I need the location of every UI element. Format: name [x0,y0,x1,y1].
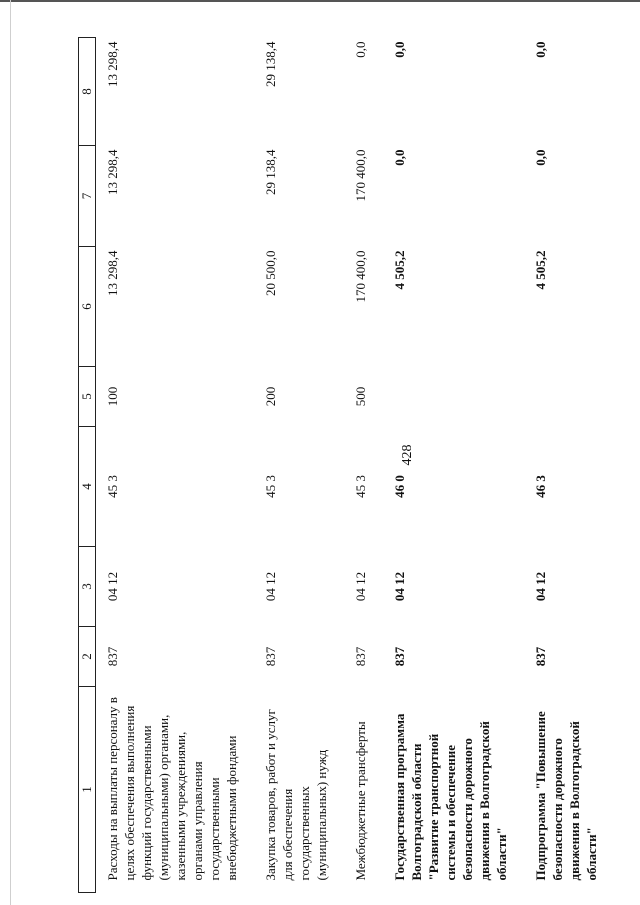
cell-amount-8: 0,0 [392,41,407,58]
column-header: 7 [79,146,96,247]
cell-code-4: 45 3 [353,475,368,498]
cell-amount-7: 0,0 [392,149,407,166]
cell-code-5 [524,367,614,427]
cell-code-2: 837 [263,646,278,667]
cell-amount-7: 29 138,4 [263,149,278,195]
table-row [96,38,255,893]
rotated-page [78,38,638,893]
page-number: 428 [400,444,415,466]
cell-code-5 [383,367,524,427]
table-row [524,38,614,893]
column-header: 1 [79,687,96,893]
cell-code-4: 45 3 [105,475,120,498]
column-header: 8 [79,38,96,146]
cell-amount-7: 0,0 [533,149,548,166]
scan-top-edge [0,0,640,2]
cell-amount-7: 13 298,4 [105,149,120,195]
cell-code-4: 46 3 [533,475,548,498]
cell-code-3: 04 12 [353,571,368,602]
table-header-row [79,38,96,893]
cell-amount-6: 4 505,2 [392,250,407,290]
row-name: Межбюджетные трансферты [353,721,368,881]
row-name: Подпрограмма "Повышение безопасности дорожного движения в Волгоградской области" [533,711,599,881]
column-header: 2 [79,627,96,687]
cell-code-4: 45 3 [263,475,278,498]
cell-amount-7: 170 400,0 [353,149,368,202]
column-header: 5 [79,367,96,427]
column-header: 4 [79,427,96,547]
table-row [383,38,524,893]
row-name: Расходы на выплаты персоналу в целях обеспечения выполнения функций государственными (муниципальными) органами, казенными учреждениями, органами управления государственными внебюджетными фондами [105,697,239,881]
cell-amount-6: 13 298,4 [105,250,120,296]
row-name: Государственная программа Волгоградской области "Развитие транспортной системы и обеспечение безопасности дорожного движения в Волгоградской области" [392,713,509,881]
cell-code-4: 46 0 [392,475,407,498]
cell-amount-8: 29 138,4 [263,41,278,87]
column-header: 3 [79,547,96,627]
table-row [344,38,383,893]
scan-left-edge [10,0,11,905]
budget-table [78,37,614,893]
cell-amount-8: 0,0 [353,41,368,58]
table-row [254,38,344,893]
column-header: 6 [79,247,96,367]
cell-amount-6: 170 400,0 [353,250,368,303]
cell-code-3: 04 12 [263,571,278,602]
cell-amount-8: 0,0 [533,41,548,58]
cell-code-3: 04 12 [392,571,407,602]
cell-code-2: 837 [533,646,548,667]
cell-code-2: 837 [105,646,120,667]
cell-amount-8: 13 298,4 [105,41,120,87]
cell-code-2: 837 [392,646,407,667]
cell-code-2: 837 [353,646,368,667]
cell-code-5: 100 [105,386,120,407]
cell-amount-6: 20 500,0 [263,250,278,296]
cell-code-3: 04 12 [533,571,548,602]
cell-code-5: 500 [353,386,368,407]
row-name: Закупка товаров, работ и услуг для обеспечения государственных (муниципальных) нужд [263,709,329,881]
cell-code-3: 04 12 [105,571,120,602]
cell-code-5: 200 [263,386,278,407]
cell-amount-6: 4 505,2 [533,250,548,290]
